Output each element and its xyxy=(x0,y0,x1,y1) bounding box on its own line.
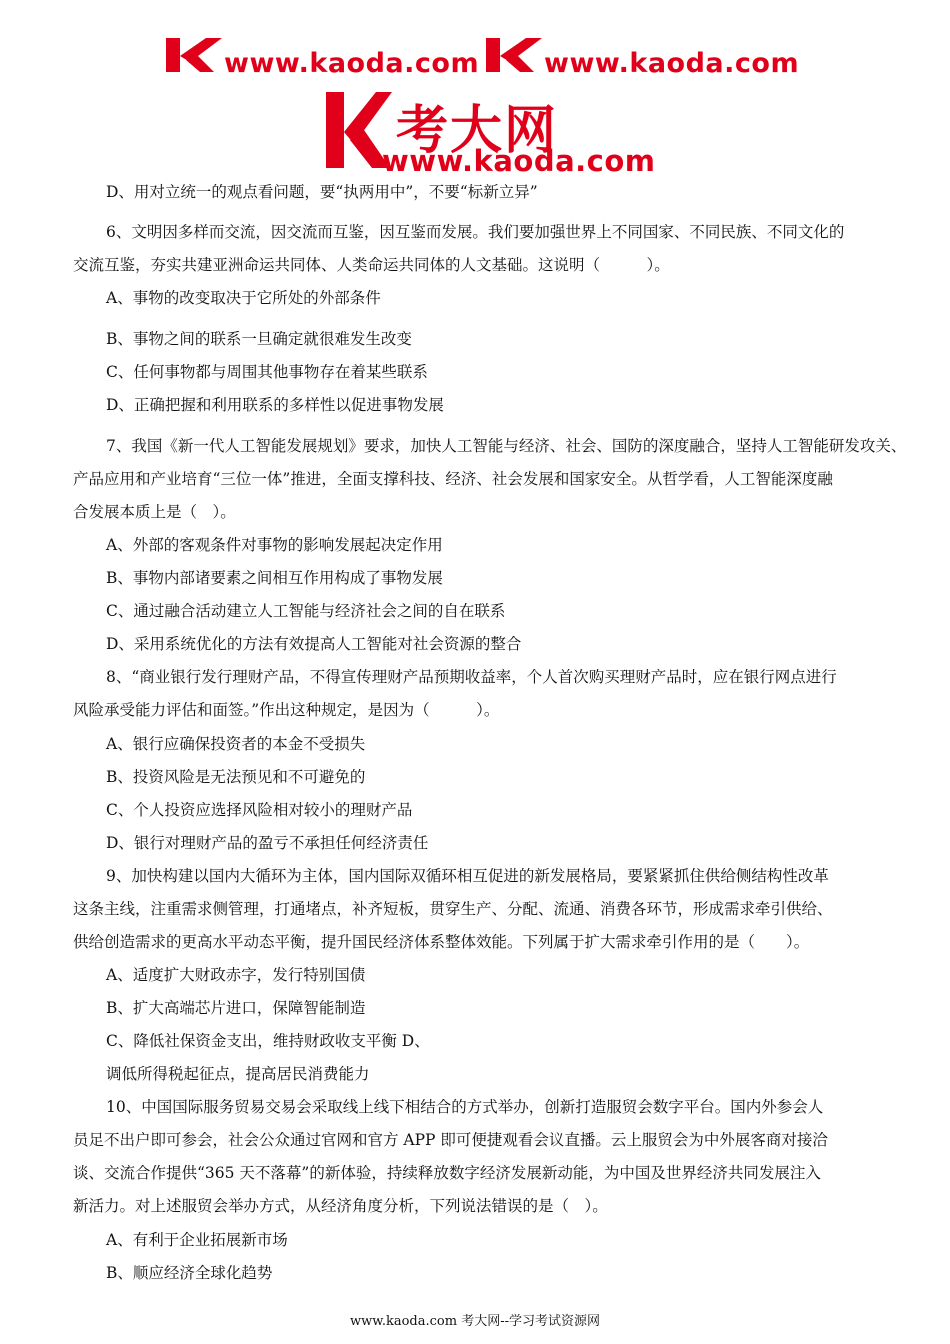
option-line: A、银行应确保投资者的本金不受损失 xyxy=(106,735,366,753)
option-line: D、正确把握和利用联系的多样性以促进事物发展 xyxy=(106,396,444,414)
banner-url-left[interactable]: www.kaoda.com xyxy=(224,48,480,79)
option-line: D、银行对理财产品的盈亏不承担任何经济责任 xyxy=(106,834,429,852)
option-line: C、通过融合活动建立人工智能与经济社会之间的自在联系 xyxy=(106,602,506,620)
question-line: 9、加快构建以国内大循环为主体，国内国际双循环相互促进的新发展格局，要紧紧抓住供给侧结构性改革 xyxy=(106,867,829,885)
text-line: D、用对立统一的观点看问题，要“执两用中”，不要“标新立异” xyxy=(106,183,538,201)
text-line: 谈、交流合作提供“365 天不落幕”的新体验，持续释放数字经济发展新动能，为中国及世界经济共同发展注入 xyxy=(73,1164,821,1182)
text-line: 风险承受能力评估和面签。”作出这种规定，是因为（ ）。 xyxy=(73,701,500,719)
kaoda-k-logo-icon xyxy=(486,38,542,72)
text-line: 员足不出户即可参会，社会公众通过官网和官方 APP 即可便捷观看会议直播。云上服贸会为中外展客商对接洽 xyxy=(73,1131,828,1149)
text-line: 交流互鉴，夯实共建亚洲命运共同体、人类命运共同体的人文基础。这说明（ ）。 xyxy=(73,256,670,274)
question-line: 7、我国《新一代人工智能发展规划》要求，加快人工智能与经济、社会、国防的深度融合，坚持人工智能研发攻关、 xyxy=(106,437,907,455)
kaoda-k-logo-icon xyxy=(166,38,222,72)
option-line: B、事物之间的联系一旦确定就很难发生改变 xyxy=(106,330,412,348)
banner-url-right[interactable]: www.kaoda.com xyxy=(544,48,800,79)
option-line: C、个人投资应选择风险相对较小的理财产品 xyxy=(106,801,413,819)
question-line: 6、文明因多样而交流，因交流而互鉴，因互鉴而发展。我们要加强世界上不同国家、不同民族、不同文化的 xyxy=(106,223,845,241)
option-line: D、采用系统优化的方法有效提高人工智能对社会资源的整合 xyxy=(106,635,522,653)
option-line: C、任何事物都与周围其他事物存在着某些联系 xyxy=(106,363,428,381)
text-line: 新活力。对上述服贸会举办方式，从经济角度分析，下列说法错误的是（ ）。 xyxy=(73,1197,608,1215)
text-line: 这条主线，注重需求侧管理，打通堵点，补齐短板，贯穿生产、分配、流通、消费各环节，形成需求牵引供给、 xyxy=(73,900,833,918)
option-line: B、事物内部诸要素之间相互作用构成了事物发展 xyxy=(106,569,443,587)
question-line: 10、中国国际服务贸易交易会采取线上线下相结合的方式举办，创新打造服贸会数字平台。国内外参会人 xyxy=(106,1098,824,1116)
option-line: B、扩大高端芯片进口，保障智能制造 xyxy=(106,999,366,1017)
text-line: 产品应用和产业培育“三位一体”推进，全面支撑科技、经济、社会发展和国家安全。从哲学看，人工智能深度融 xyxy=(73,470,833,488)
option-line: 调低所得税起征点，提高居民消费能力 xyxy=(106,1065,370,1083)
option-line: A、有利于企业拓展新市场 xyxy=(106,1231,288,1249)
option-line: B、投资风险是无法预见和不可避免的 xyxy=(106,768,366,786)
page-footer: www.kaoda.com 考大网--学习考试资源网 xyxy=(350,1314,600,1329)
option-line: A、外部的客观条件对事物的影响发展起决定作用 xyxy=(106,536,443,554)
option-line: A、事物的改变取决于它所处的外部条件 xyxy=(106,289,381,307)
option-line: C、降低社保资金支出，维持财政收支平衡 D、 xyxy=(106,1032,430,1050)
option-line: B、顺应经济全球化趋势 xyxy=(106,1264,273,1282)
logo-url[interactable]: www.kaoda.com xyxy=(382,144,656,178)
page-header xyxy=(0,0,950,180)
logo-chinese-name: 考大网 xyxy=(396,101,559,161)
question-line: 8、“商业银行发行理财产品，不得宣传理财产品预期收益率，个人首次购买理财产品时，应在银行网点进行 xyxy=(106,668,837,686)
text-line: 合发展本质上是（ ）。 xyxy=(73,503,236,521)
option-line: A、适度扩大财政赤字，发行特别国债 xyxy=(106,966,366,984)
text-line: 供给创造需求的更高水平动态平衡，提升国民经济体系整体效能。下列属于扩大需求牵引作用的是（ ）。 xyxy=(73,933,810,951)
